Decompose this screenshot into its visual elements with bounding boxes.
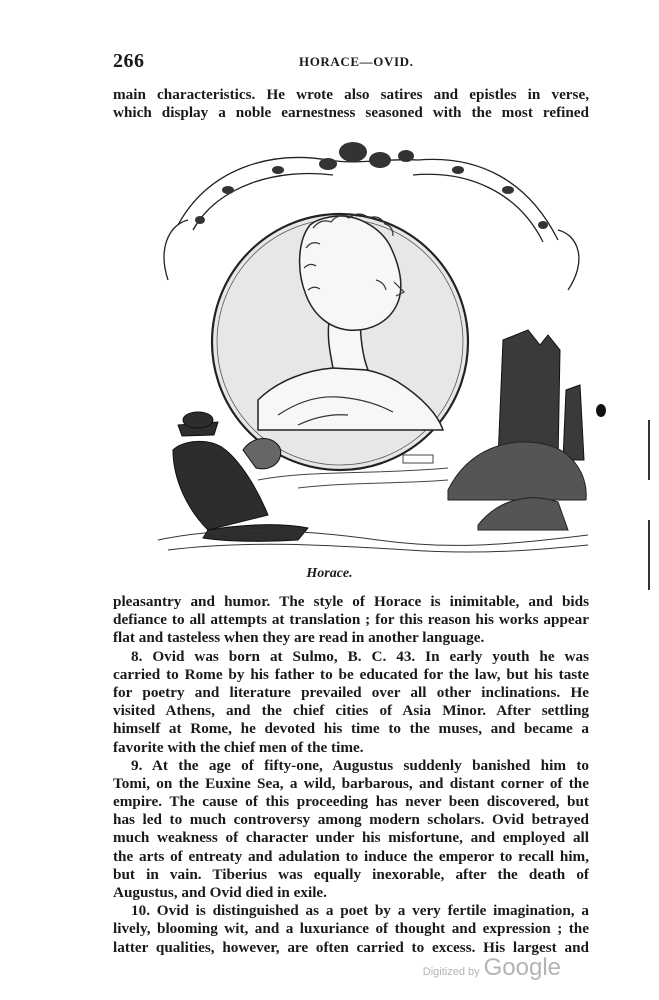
illustration-caption: Horace. — [306, 566, 353, 581]
paragraph-8-start: 8. Ovid was born at Sulmo, B. C. 43. In early youth he was — [131, 647, 589, 665]
text-line: favorite with the chief men of the time. — [113, 738, 364, 756]
ink-speck — [596, 404, 606, 417]
text-line: Augustus, and Ovid died in exile. — [113, 884, 327, 901]
text-line: much weakness of character under his misfortune, and employed all — [113, 829, 589, 847]
paragraph-9-start: 9. At the age of fifty-one, Augustus suddenly banished him to — [131, 756, 589, 774]
text-line: for poetry and literature prevailed over all other inclinations. He — [113, 683, 589, 701]
page-edge-mark — [648, 520, 650, 590]
watermark-prefix: Digitized by — [422, 966, 480, 978]
text-line: carried to Rome by his father to be educated for the law, but his taste — [113, 665, 589, 683]
text-line: pleasantry and humor. The style of Horace is inimitable, and bids — [113, 593, 589, 610]
horace-portrait-engraving — [148, 130, 598, 570]
text-block-bottom — [113, 593, 589, 957]
text-line: flat and tasteless when they are read in another language. — [113, 629, 485, 647]
text-line: empire. The cause of this proceeding has never been discovered, but — [113, 793, 589, 811]
page-edge-mark — [648, 420, 650, 480]
text-line: but in vain. Tiberius was equally inexorable, after the death of — [113, 865, 589, 883]
text-line: main characteristics. He wrote also satires and epistles in verse, — [113, 86, 589, 103]
paragraph-10-start: 10. Ovid is distinguished as a poet by a very fertile imagination, a — [131, 902, 589, 920]
text-line: has led to much controversy among modern scholars. Ovid betrayed — [113, 811, 589, 829]
text-line: visited Athens, and the chief cities of Asia Minor. After settling — [113, 702, 589, 720]
text-line: the arts of entreaty and adulation to induce the emperor to recall him, — [113, 847, 589, 865]
text-line: latter qualities, however, are often carried to excess. His largest and — [113, 938, 589, 956]
google-logo: Google — [483, 954, 561, 981]
text-line: defiance to all attempts at translation ; for this reason his works appear — [113, 611, 589, 629]
text-block-top — [113, 86, 589, 122]
text-line: lively, blooming wit, and a luxuriance of thought and expression ; the — [113, 920, 589, 938]
text-line: which display a noble earnestness seasoned with the most refined — [113, 104, 589, 122]
text-line: Tomi, on the Euxine Sea, a wild, barbarous, and distant corner of the — [113, 774, 589, 792]
digitized-watermark — [423, 954, 561, 982]
running-head: HORACE—OVID. — [299, 54, 414, 69]
text-line: himself at Rome, he devoted his time to the muses, and became a — [113, 720, 589, 738]
page-header — [113, 50, 589, 74]
page-number: 266 — [113, 50, 145, 72]
